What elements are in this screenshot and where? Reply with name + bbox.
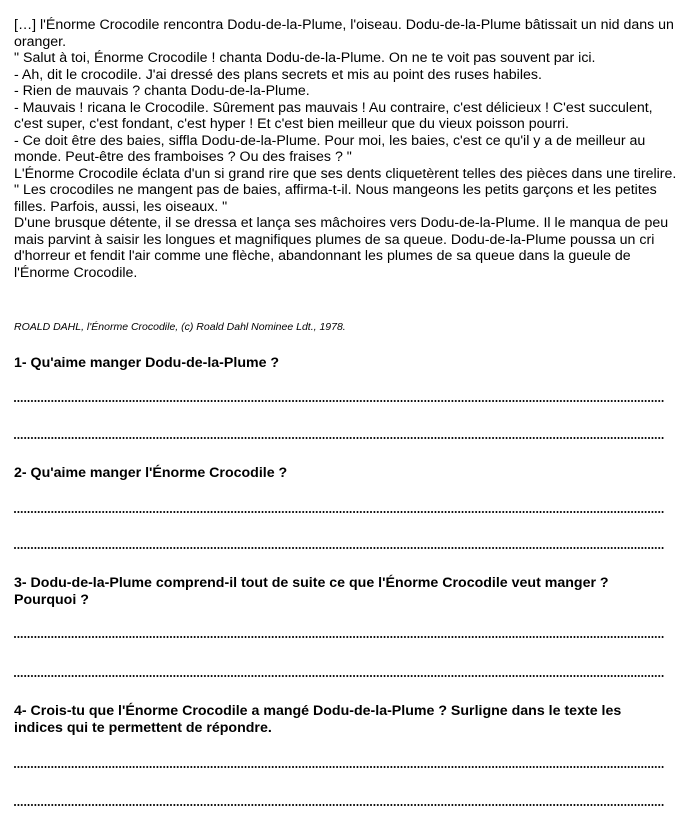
question-1: 1- Qu'aime manger Dodu-de-la-Plume ?	[14, 355, 280, 371]
passage-line: - Mauvais ! ricana le Crocodile. Sûrement pas mauvais ! Au contraire, c'est délicieux ! C'est succulent, c'est super, c'est fondant, c'est hyper ! Et c'est bien meilleur que du vieux poisson pourri.	[14, 99, 653, 132]
question-3: 3- Dodu-de-la-Plume comprend-il tout de suite ce que l'Énorme Crocodile veut manger ? Pourquoi ?	[14, 575, 609, 608]
answer-line[interactable]	[14, 766, 664, 768]
passage-line: - Ce doit être des baies, siffla Dodu-de-la-Plume. Pour moi, les baies, c'est ce qu'il y a de meilleur au monde. Peut-être des framboises ? Ou des fraises ? "	[14, 132, 646, 165]
answer-line[interactable]	[14, 804, 664, 806]
passage-line: - Ah, dit le crocodile. J'ai dressé des plans secrets et mis au point des ruses habiles.	[14, 66, 542, 83]
story-passage	[14, 17, 678, 281]
source-credit: ROALD DAHL, l'Énorme Crocodile, (c) Roald Dahl Nominee Ldt., 1978.	[14, 321, 346, 333]
passage-line: " Les crocodiles ne mangent pas de baies, affirma-t-il. Nous mangeons les petits garçons et les petites filles. Parfois, aussi, les oiseaux. "	[14, 182, 657, 215]
answer-line[interactable]	[14, 547, 664, 549]
question-2: 2- Qu'aime manger l'Énorme Crocodile ?	[14, 465, 288, 481]
answer-line[interactable]	[14, 400, 664, 402]
passage-line: " Salut à toi, Énorme Crocodile ! chanta Dodu-de-la-Plume. On ne te voit pas souvent par ici.	[14, 50, 596, 66]
answer-line[interactable]	[14, 636, 664, 638]
answer-line[interactable]	[14, 675, 664, 677]
answer-line[interactable]	[14, 437, 664, 439]
passage-line: - Rien de mauvais ? chanta Dodu-de-la-Plume.	[14, 83, 310, 99]
passage-line: […] l'Énorme Crocodile rencontra Dodu-de-la-Plume, l'oiseau. Dodu-de-la-Plume bâtissait un nid dans un oranger.	[14, 17, 674, 50]
passage-line: L'Énorme Crocodile éclata d'un si grand rire que ses dents cliquetèrent telles des pièces dans une tirelire.	[14, 165, 677, 182]
passage-line: D'une brusque détente, il se dressa et lança ses mâchoires vers Dodu-de-la-Plume. Il le manqua de peu mais parvint à saisir les longues et magnifiques plumes de sa queue. Dodu-de-la-Plume poussa un cri d'horreur et fendit l'air comme une flèche, abandonnant les plumes de sa queue dans la gueule de l'Énorme Crocodile.	[14, 215, 669, 281]
answer-line[interactable]	[14, 511, 664, 513]
question-4: 4- Crois-tu que l'Énorme Crocodile a mangé Dodu-de-la-Plume ? Surligne dans le texte les indices qui te permettent de répondre.	[14, 703, 622, 736]
